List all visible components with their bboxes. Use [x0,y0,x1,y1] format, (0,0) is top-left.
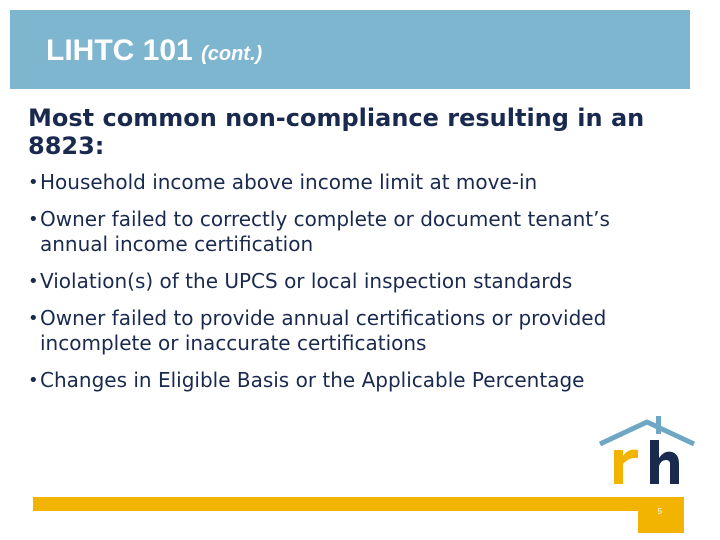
slide-title-suffix: (cont.) [201,43,263,65]
bullet-glyph: • [28,271,39,292]
footer-accent-bar [33,497,684,511]
slide-title-main: LIHTC 101 [46,34,193,67]
page-number-box [638,497,684,533]
rh-house-logo-icon [598,416,696,486]
bullet-glyph: • [28,308,39,329]
bullet-text: Owner failed to provide annual certifications or provided incomplete or inaccurate certifications [40,306,607,355]
slide-title [46,34,262,68]
bullet-item [28,306,678,356]
bullet-item [28,269,678,294]
bullet-item [28,207,678,257]
title-bar [10,10,690,89]
bullet-text: Household income above income limit at move-in [40,170,538,194]
bullet-item [28,368,678,393]
bullet-list [28,170,678,405]
page-number: 5 [657,507,662,516]
bullet-text: Changes in Eligible Basis or the Applicable Percentage [40,368,585,392]
bullet-glyph: • [28,209,39,230]
bullet-item [28,170,678,195]
bullet-glyph: • [28,172,39,193]
bullet-glyph: • [28,370,39,391]
bullet-text: Violation(s) of the UPCS or local inspection standards [40,269,573,293]
bullet-text: Owner failed to correctly complete or document tenant’s annual income certification [40,207,610,256]
slide-heading: Most common non-compliance resulting in an 8823: [28,104,645,160]
